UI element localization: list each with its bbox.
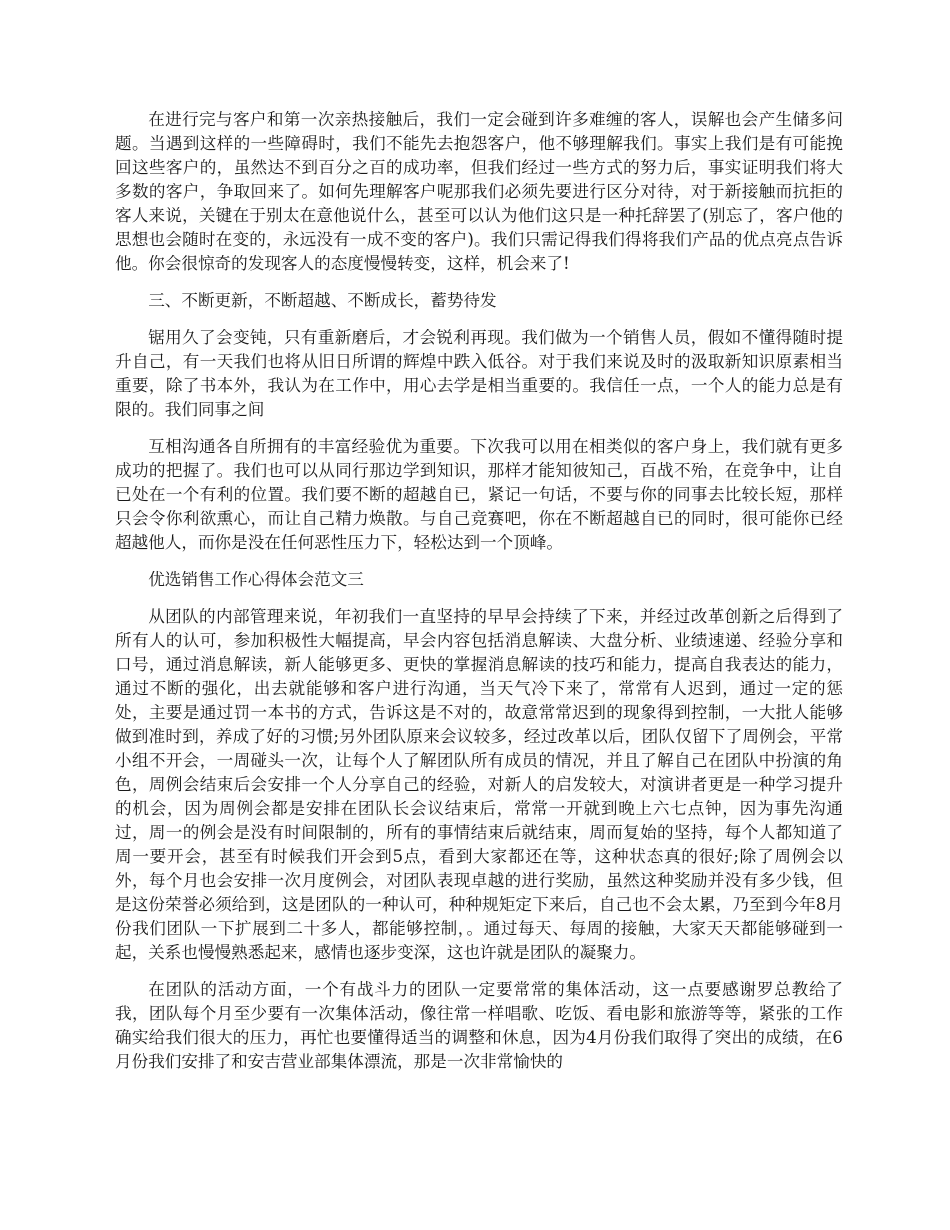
section-heading-three: 三、不断更新，不断超越、不断成长，蓄势待发 (148, 291, 497, 310)
paragraph-team-activities: 在团队的活动方面，一个有战斗力的团队一定要常常的集体活动，这一点要感谢罗总教给了我，团队每个月至少要有一次集体活动，像往常一样唱歌、吃饭、看电影和旅游等等，紧张的工作确实给我们很大的压力，再忙也要懂得适当的调整和休息，因为4月份我们取得了突出的成绩，在6月份我们安排了和安吉营业部集体漂流，那是一次非常愉快的 (115, 980, 843, 1071)
section-heading-sample-three: 优选销售工作心得体会范文三 (148, 570, 364, 589)
paragraph-customer-objections: 在进行完与客户和第一次亲热接触后，我们一定会碰到许多难缠的客人，误解也会产生储多问题。当遇到这样的一些障碍时，我们不能先去抱怨客户，他不够理解我们。事实上我们是有可能挽回这些客户的，虽然达不到百分之百的成功率，但我们经过一些方式的努力后，事实证明我们将大多数的客户，争取回来了。如何先理解客户呢那我们必须先要进行区分对待，对于新接触而抗拒的客人来说，关键在于别太在意他说什么，甚至可以认为他们这只是一种托辞罢了(别忘了，客户他的思想也会随时在变的，永远没有一成不变的客户)。我们只需记得我们得将我们产品的优点亮点告诉他。你会很惊奇的发现客人的态度慢慢转变，这样，机会来了! (115, 110, 843, 273)
paragraph-share-experience: 互相沟通各自所拥有的丰富经验优为重要。下次我可以用在相类似的客户身上，我们就有更多成功的把握了。我们也可以从同行那边学到知识，那样才能知彼知己，百战不殆，在竞争中，让自已处在一个有利的位置。我们要不断的超越自已，紧记一句话，不要与你的同事去比较长短，那样只会令你利欲熏心，而让自己精力焕散。与自己竞赛吧，你在不断超越自已的同时，很可能你已经超越他人，而你是没在任何恶性压力下，轻松达到一个顶峰。 (115, 437, 843, 552)
paragraph-keep-learning: 锯用久了会变钝，只有重新磨后，才会锐利再现。我们做为一个销售人员，假如不懂得随时提升自己，有一天我们也将从旧日所谓的辉煌中跌入低谷。对于我们来说及时的汲取新知识原素相当重要，除了书本外，我认为在工作中，用心去学是相当重要的。我信任一点，一个人的能力总是有限的。我们同事之间 (115, 328, 843, 419)
paragraph-team-management: 从团队的内部管理来说，年初我们一直坚持的早早会持续了下来，并经过改革创新之后得到了所有人的认可，参加积极性大幅提高，早会内容包括消息解读、大盘分析、业绩速递、经验分享和口号，通过消息解读，新人能够更多、更快的掌握消息解读的技巧和能力，提高自我表达的能力，通过不断的强化，出去就能够和客户进行沟通，当天气冷下来了，常常有人迟到，通过一定的惩处，主要是通过罚一本书的方式，告诉这是不对的，故意常常迟到的现象得到控制，一大批人能够做到准时到，养成了好的习惯;另外团队原来会议较多，经过改革以后，团队仅留下了周例会，平常小组不开会，一周碰头一次，让每个人了解团队所有成员的情况，并且了解自己在团队中扮演的角色，周例会结束后会安排一个人分享自己的经验，对新人的启发较大，对演讲者更是一种学习提升的机会，因为周例会都是安排在团队长会议结束后，常常一开就到晚上六七点钟，因为事先沟通过，周一的例会是没有时间限制的，所有的事情结束后就结束，周而复始的坚持，每个人都知道了周一要开会，甚至有时候我们开会到5点，看到大家都还在等，这种状态真的很好;除了周例会以外，每个月也会安排一次月度例会，对团队表现卓越的进行奖励，虽然这种奖励并没有多少钱，但是这份荣誉必须给到，这是团队的一种认可，种种规矩定下来后，自己也不会太累，乃至到今年8月份我们团队一下扩展到二十多人，都能够控制，。通过每天、每周的接触，大家天天都能够碰到一起，关系也慢慢熟悉起来，感情也逐步变深，这也许就是团队的凝聚力。 (115, 607, 843, 962)
document-body (115, 108, 843, 1087)
